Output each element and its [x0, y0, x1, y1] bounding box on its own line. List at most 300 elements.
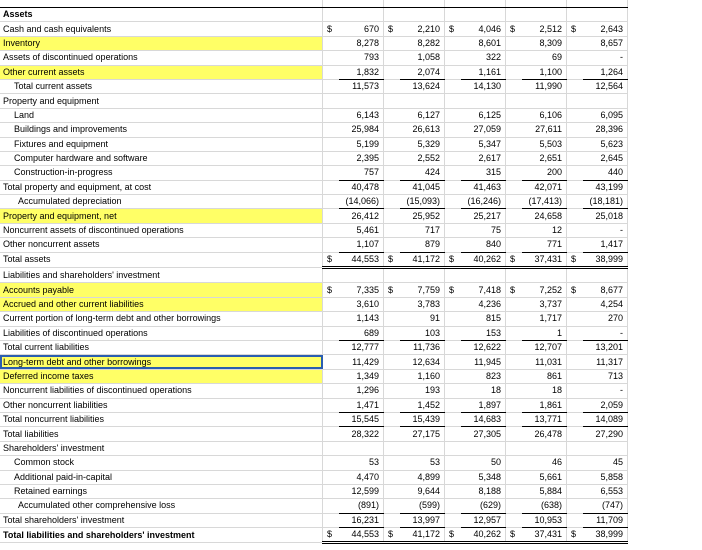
- currency-symbol-cell[interactable]: [567, 499, 584, 513]
- currency-symbol-cell[interactable]: [323, 326, 340, 340]
- value-cell[interactable]: 6,127: [400, 108, 445, 122]
- value-cell[interactable]: (629): [461, 499, 506, 513]
- value-cell[interactable]: 1,452: [400, 398, 445, 412]
- value-cell[interactable]: 1,107: [339, 238, 384, 252]
- currency-symbol-cell[interactable]: [384, 123, 401, 137]
- value-cell[interactable]: 44,553: [339, 252, 384, 267]
- value-cell[interactable]: 2,074: [400, 65, 445, 79]
- currency-symbol-cell[interactable]: $: [323, 22, 340, 36]
- currency-symbol-cell[interactable]: [506, 355, 523, 369]
- value-cell[interactable]: 25,217: [461, 209, 506, 223]
- value-cell[interactable]: 7,252: [522, 283, 567, 297]
- currency-symbol-cell[interactable]: [567, 355, 584, 369]
- currency-symbol-cell[interactable]: [384, 312, 401, 326]
- value-cell[interactable]: 43,199: [583, 180, 628, 194]
- value-cell[interactable]: 11,990: [522, 79, 567, 93]
- value-cell[interactable]: 5,329: [400, 137, 445, 151]
- value-cell[interactable]: 8,657: [583, 36, 628, 50]
- value-cell[interactable]: 38,999: [583, 528, 628, 543]
- value-cell[interactable]: 4,899: [400, 470, 445, 484]
- value-cell[interactable]: 13,201: [583, 340, 628, 354]
- value-cell[interactable]: [583, 94, 628, 108]
- currency-symbol-cell[interactable]: [506, 499, 523, 513]
- currency-symbol-cell[interactable]: [567, 94, 584, 108]
- value-cell[interactable]: 2,395: [339, 151, 384, 165]
- currency-symbol-cell[interactable]: [506, 297, 523, 311]
- value-cell[interactable]: 24,658: [522, 209, 567, 223]
- currency-symbol-cell[interactable]: [445, 441, 462, 455]
- value-cell[interactable]: 1,058: [400, 51, 445, 65]
- currency-symbol-cell[interactable]: [567, 412, 584, 426]
- currency-symbol-cell[interactable]: [445, 312, 462, 326]
- value-cell[interactable]: 27,305: [461, 427, 506, 441]
- value-cell[interactable]: 1,832: [339, 65, 384, 79]
- currency-symbol-cell[interactable]: [445, 384, 462, 398]
- currency-symbol-cell[interactable]: $: [445, 252, 462, 267]
- value-cell[interactable]: [461, 268, 506, 283]
- row-label-cell[interactable]: Accounts payable: [0, 283, 323, 297]
- value-cell[interactable]: -: [583, 326, 628, 340]
- value-cell[interactable]: 713: [583, 369, 628, 383]
- currency-symbol-cell[interactable]: [323, 108, 340, 122]
- value-cell[interactable]: [522, 8, 567, 22]
- value-cell[interactable]: -: [583, 51, 628, 65]
- value-cell[interactable]: 12,564: [583, 79, 628, 93]
- value-cell[interactable]: 8,282: [400, 36, 445, 50]
- row-label-cell[interactable]: Noncurrent liabilities of discontinued operations: [0, 384, 323, 398]
- value-cell[interactable]: (18,181): [583, 195, 628, 209]
- currency-symbol-cell[interactable]: $: [323, 528, 340, 543]
- currency-symbol-cell[interactable]: [323, 8, 340, 22]
- currency-symbol-cell[interactable]: [567, 137, 584, 151]
- currency-symbol-cell[interactable]: [384, 427, 401, 441]
- value-cell[interactable]: 6,553: [583, 484, 628, 498]
- value-cell[interactable]: 13,997: [400, 513, 445, 527]
- value-cell[interactable]: 861: [522, 369, 567, 383]
- currency-symbol-cell[interactable]: [384, 499, 401, 513]
- currency-symbol-cell[interactable]: [445, 79, 462, 93]
- row-label-cell[interactable]: Accrued and other current liabilities: [0, 297, 323, 311]
- currency-symbol-cell[interactable]: [384, 180, 401, 194]
- row-label-cell[interactable]: Buildings and improvements: [0, 123, 323, 137]
- currency-symbol-cell[interactable]: [567, 51, 584, 65]
- header-cell[interactable]: [461, 0, 506, 8]
- value-cell[interactable]: 103: [400, 326, 445, 340]
- value-cell[interactable]: 1,471: [339, 398, 384, 412]
- value-cell[interactable]: 6,125: [461, 108, 506, 122]
- value-cell[interactable]: 25,018: [583, 209, 628, 223]
- currency-symbol-cell[interactable]: [323, 369, 340, 383]
- currency-symbol-cell[interactable]: [323, 94, 340, 108]
- value-cell[interactable]: 2,552: [400, 151, 445, 165]
- currency-symbol-cell[interactable]: [384, 513, 401, 527]
- currency-symbol-cell[interactable]: [323, 209, 340, 223]
- row-label-cell[interactable]: Other noncurrent liabilities: [0, 398, 323, 412]
- currency-symbol-cell[interactable]: [445, 8, 462, 22]
- value-cell[interactable]: 6,143: [339, 108, 384, 122]
- currency-symbol-cell[interactable]: [323, 195, 340, 209]
- row-label-cell[interactable]: Accumulated depreciation: [0, 195, 323, 209]
- value-cell[interactable]: 11,429: [339, 355, 384, 369]
- row-label-cell[interactable]: Liabilities of discontinued operations: [0, 326, 323, 340]
- value-cell[interactable]: 26,613: [400, 123, 445, 137]
- row-label-cell[interactable]: Long-term debt and other borrowings: [0, 355, 323, 369]
- value-cell[interactable]: 7,418: [461, 283, 506, 297]
- currency-symbol-cell[interactable]: [567, 312, 584, 326]
- value-cell[interactable]: (599): [400, 499, 445, 513]
- value-cell[interactable]: [583, 268, 628, 283]
- value-cell[interactable]: 15,545: [339, 412, 384, 426]
- currency-symbol-cell[interactable]: [567, 369, 584, 383]
- row-label-cell[interactable]: Total property and equipment, at cost: [0, 180, 323, 194]
- value-cell[interactable]: 5,461: [339, 223, 384, 237]
- currency-symbol-cell[interactable]: [323, 36, 340, 50]
- currency-symbol-cell[interactable]: [567, 340, 584, 354]
- currency-symbol-cell[interactable]: [506, 223, 523, 237]
- value-cell[interactable]: 45: [583, 456, 628, 470]
- currency-symbol-cell[interactable]: [384, 209, 401, 223]
- value-cell[interactable]: 5,348: [461, 470, 506, 484]
- value-cell[interactable]: 37,431: [522, 528, 567, 543]
- header-cell[interactable]: [0, 0, 323, 8]
- currency-symbol-cell[interactable]: [323, 123, 340, 137]
- currency-symbol-cell[interactable]: [506, 340, 523, 354]
- value-cell[interactable]: 14,089: [583, 412, 628, 426]
- currency-symbol-cell[interactable]: [506, 79, 523, 93]
- value-cell[interactable]: 7,759: [400, 283, 445, 297]
- currency-symbol-cell[interactable]: [323, 180, 340, 194]
- currency-symbol-cell[interactable]: [506, 65, 523, 79]
- currency-symbol-cell[interactable]: [567, 513, 584, 527]
- value-cell[interactable]: 1,897: [461, 398, 506, 412]
- currency-symbol-cell[interactable]: [323, 297, 340, 311]
- value-cell[interactable]: (15,093): [400, 195, 445, 209]
- value-cell[interactable]: 28,396: [583, 123, 628, 137]
- currency-symbol-cell[interactable]: $: [384, 528, 401, 543]
- value-cell[interactable]: 25,984: [339, 123, 384, 137]
- value-cell[interactable]: 2,617: [461, 151, 506, 165]
- value-cell[interactable]: 11,945: [461, 355, 506, 369]
- value-cell[interactable]: 4,254: [583, 297, 628, 311]
- row-label-cell[interactable]: Deferred income taxes: [0, 369, 323, 383]
- value-cell[interactable]: [400, 268, 445, 283]
- currency-symbol-cell[interactable]: [445, 36, 462, 50]
- value-cell[interactable]: 12,777: [339, 340, 384, 354]
- currency-symbol-cell[interactable]: [384, 398, 401, 412]
- header-cell[interactable]: [400, 0, 445, 8]
- currency-symbol-cell[interactable]: [567, 209, 584, 223]
- value-cell[interactable]: 27,175: [400, 427, 445, 441]
- value-cell[interactable]: 37,431: [522, 252, 567, 267]
- currency-symbol-cell[interactable]: [506, 369, 523, 383]
- value-cell[interactable]: [461, 8, 506, 22]
- header-cell[interactable]: [339, 0, 384, 8]
- currency-symbol-cell[interactable]: [384, 340, 401, 354]
- value-cell[interactable]: 840: [461, 238, 506, 252]
- value-cell[interactable]: 879: [400, 238, 445, 252]
- currency-symbol-cell[interactable]: [384, 151, 401, 165]
- currency-symbol-cell[interactable]: [506, 166, 523, 180]
- currency-symbol-cell[interactable]: [567, 484, 584, 498]
- currency-symbol-cell[interactable]: [384, 195, 401, 209]
- currency-symbol-cell[interactable]: [445, 209, 462, 223]
- currency-symbol-cell[interactable]: [567, 223, 584, 237]
- currency-symbol-cell[interactable]: [323, 151, 340, 165]
- currency-symbol-cell[interactable]: [567, 79, 584, 93]
- currency-symbol-cell[interactable]: [384, 94, 401, 108]
- value-cell[interactable]: 44,553: [339, 528, 384, 543]
- currency-symbol-cell[interactable]: $: [506, 252, 523, 267]
- value-cell[interactable]: [400, 441, 445, 455]
- value-cell[interactable]: 757: [339, 166, 384, 180]
- currency-symbol-cell[interactable]: [384, 65, 401, 79]
- currency-symbol-cell[interactable]: [567, 268, 584, 283]
- currency-symbol-cell[interactable]: [506, 151, 523, 165]
- value-cell[interactable]: 18: [522, 384, 567, 398]
- currency-symbol-cell[interactable]: [506, 412, 523, 426]
- currency-symbol-cell[interactable]: $: [567, 22, 584, 36]
- value-cell[interactable]: 8,188: [461, 484, 506, 498]
- currency-symbol-cell[interactable]: [445, 166, 462, 180]
- currency-symbol-cell[interactable]: $: [567, 252, 584, 267]
- row-label-cell[interactable]: Other noncurrent assets: [0, 238, 323, 252]
- currency-symbol-cell[interactable]: [506, 398, 523, 412]
- value-cell[interactable]: (16,246): [461, 195, 506, 209]
- currency-symbol-cell[interactable]: [445, 151, 462, 165]
- value-cell[interactable]: 3,737: [522, 297, 567, 311]
- value-cell[interactable]: 1,264: [583, 65, 628, 79]
- row-label-cell[interactable]: Assets: [0, 8, 323, 22]
- value-cell[interactable]: 46: [522, 456, 567, 470]
- currency-symbol-cell[interactable]: $: [506, 528, 523, 543]
- currency-symbol-cell[interactable]: [506, 209, 523, 223]
- value-cell[interactable]: 815: [461, 312, 506, 326]
- value-cell[interactable]: 27,290: [583, 427, 628, 441]
- value-cell[interactable]: 38,999: [583, 252, 628, 267]
- header-cell[interactable]: [323, 0, 340, 8]
- row-label-cell[interactable]: Total liabilities: [0, 427, 323, 441]
- currency-symbol-cell[interactable]: [445, 499, 462, 513]
- currency-symbol-cell[interactable]: [445, 94, 462, 108]
- currency-symbol-cell[interactable]: [567, 456, 584, 470]
- value-cell[interactable]: 5,858: [583, 470, 628, 484]
- value-cell[interactable]: 12: [522, 223, 567, 237]
- value-cell[interactable]: 53: [339, 456, 384, 470]
- value-cell[interactable]: 41,463: [461, 180, 506, 194]
- currency-symbol-cell[interactable]: [506, 137, 523, 151]
- currency-symbol-cell[interactable]: [445, 513, 462, 527]
- value-cell[interactable]: 2,512: [522, 22, 567, 36]
- value-cell[interactable]: [339, 8, 384, 22]
- currency-symbol-cell[interactable]: [323, 51, 340, 65]
- value-cell[interactable]: 689: [339, 326, 384, 340]
- value-cell[interactable]: 12,707: [522, 340, 567, 354]
- currency-symbol-cell[interactable]: [506, 195, 523, 209]
- currency-symbol-cell[interactable]: [445, 137, 462, 151]
- currency-symbol-cell[interactable]: [506, 123, 523, 137]
- value-cell[interactable]: 12,634: [400, 355, 445, 369]
- value-cell[interactable]: 27,059: [461, 123, 506, 137]
- currency-symbol-cell[interactable]: [384, 36, 401, 50]
- value-cell[interactable]: 27,611: [522, 123, 567, 137]
- value-cell[interactable]: 270: [583, 312, 628, 326]
- currency-symbol-cell[interactable]: [323, 398, 340, 412]
- currency-symbol-cell[interactable]: [384, 412, 401, 426]
- currency-symbol-cell[interactable]: [567, 195, 584, 209]
- row-label-cell[interactable]: Total noncurrent liabilities: [0, 412, 323, 426]
- value-cell[interactable]: 42,071: [522, 180, 567, 194]
- value-cell[interactable]: [583, 8, 628, 22]
- currency-symbol-cell[interactable]: [445, 355, 462, 369]
- currency-symbol-cell[interactable]: [445, 470, 462, 484]
- row-label-cell[interactable]: Total assets: [0, 252, 323, 267]
- value-cell[interactable]: [339, 441, 384, 455]
- row-label-cell[interactable]: Computer hardware and software: [0, 151, 323, 165]
- currency-symbol-cell[interactable]: [384, 238, 401, 252]
- value-cell[interactable]: (17,413): [522, 195, 567, 209]
- currency-symbol-cell[interactable]: [567, 238, 584, 252]
- row-label-cell[interactable]: Accumulated other comprehensive loss: [0, 499, 323, 513]
- currency-symbol-cell[interactable]: [384, 484, 401, 498]
- value-cell[interactable]: 771: [522, 238, 567, 252]
- header-cell[interactable]: [506, 0, 523, 8]
- currency-symbol-cell[interactable]: [323, 65, 340, 79]
- value-cell[interactable]: [461, 441, 506, 455]
- value-cell[interactable]: 424: [400, 166, 445, 180]
- currency-symbol-cell[interactable]: [506, 470, 523, 484]
- value-cell[interactable]: 440: [583, 166, 628, 180]
- value-cell[interactable]: 5,661: [522, 470, 567, 484]
- value-cell[interactable]: 15,439: [400, 412, 445, 426]
- currency-symbol-cell[interactable]: [323, 238, 340, 252]
- currency-symbol-cell[interactable]: [445, 484, 462, 498]
- currency-symbol-cell[interactable]: [506, 484, 523, 498]
- value-cell[interactable]: (14,066): [339, 195, 384, 209]
- row-label-cell[interactable]: Current portion of long-term debt and other borrowings: [0, 312, 323, 326]
- value-cell[interactable]: 10,953: [522, 513, 567, 527]
- currency-symbol-cell[interactable]: [445, 268, 462, 283]
- currency-symbol-cell[interactable]: [506, 180, 523, 194]
- currency-symbol-cell[interactable]: $: [384, 252, 401, 267]
- currency-symbol-cell[interactable]: [384, 137, 401, 151]
- currency-symbol-cell[interactable]: [323, 412, 340, 426]
- currency-symbol-cell[interactable]: [567, 36, 584, 50]
- currency-symbol-cell[interactable]: [384, 470, 401, 484]
- value-cell[interactable]: 1: [522, 326, 567, 340]
- currency-symbol-cell[interactable]: [323, 166, 340, 180]
- row-label-cell[interactable]: Common stock: [0, 456, 323, 470]
- value-cell[interactable]: 13,624: [400, 79, 445, 93]
- value-cell[interactable]: [339, 268, 384, 283]
- value-cell[interactable]: 1,861: [522, 398, 567, 412]
- value-cell[interactable]: (638): [522, 499, 567, 513]
- value-cell[interactable]: 26,478: [522, 427, 567, 441]
- currency-symbol-cell[interactable]: [506, 238, 523, 252]
- currency-symbol-cell[interactable]: [506, 427, 523, 441]
- value-cell[interactable]: 200: [522, 166, 567, 180]
- header-cell[interactable]: [583, 0, 628, 8]
- value-cell[interactable]: 2,210: [400, 22, 445, 36]
- currency-symbol-cell[interactable]: [384, 223, 401, 237]
- currency-symbol-cell[interactable]: [567, 384, 584, 398]
- row-label-cell[interactable]: Property and equipment, net: [0, 209, 323, 223]
- value-cell[interactable]: 8,278: [339, 36, 384, 50]
- currency-symbol-cell[interactable]: [506, 268, 523, 283]
- value-cell[interactable]: [522, 94, 567, 108]
- value-cell[interactable]: [522, 268, 567, 283]
- value-cell[interactable]: 28,322: [339, 427, 384, 441]
- currency-symbol-cell[interactable]: [445, 412, 462, 426]
- header-cell[interactable]: [445, 0, 462, 8]
- row-label-cell[interactable]: Retained earnings: [0, 484, 323, 498]
- currency-symbol-cell[interactable]: [384, 268, 401, 283]
- row-label-cell[interactable]: Liabilities and shareholders' investment: [0, 268, 323, 283]
- currency-symbol-cell[interactable]: [445, 326, 462, 340]
- row-label-cell[interactable]: Fixtures and equipment: [0, 137, 323, 151]
- currency-symbol-cell[interactable]: [506, 441, 523, 455]
- value-cell[interactable]: 16,231: [339, 513, 384, 527]
- value-cell[interactable]: 12,622: [461, 340, 506, 354]
- value-cell[interactable]: 11,573: [339, 79, 384, 93]
- value-cell[interactable]: 2,651: [522, 151, 567, 165]
- value-cell[interactable]: 5,623: [583, 137, 628, 151]
- value-cell[interactable]: (747): [583, 499, 628, 513]
- row-label-cell[interactable]: Other current assets: [0, 65, 323, 79]
- currency-symbol-cell[interactable]: [506, 326, 523, 340]
- value-cell[interactable]: 1,717: [522, 312, 567, 326]
- currency-symbol-cell[interactable]: [323, 79, 340, 93]
- value-cell[interactable]: 2,643: [583, 22, 628, 36]
- value-cell[interactable]: 11,709: [583, 513, 628, 527]
- value-cell[interactable]: [400, 94, 445, 108]
- currency-symbol-cell[interactable]: $: [384, 22, 401, 36]
- value-cell[interactable]: 75: [461, 223, 506, 237]
- currency-symbol-cell[interactable]: [445, 195, 462, 209]
- currency-symbol-cell[interactable]: [384, 369, 401, 383]
- currency-symbol-cell[interactable]: [384, 297, 401, 311]
- row-label-cell[interactable]: Additional paid-in-capital: [0, 470, 323, 484]
- currency-symbol-cell[interactable]: [445, 223, 462, 237]
- currency-symbol-cell[interactable]: [567, 65, 584, 79]
- value-cell[interactable]: 5,884: [522, 484, 567, 498]
- value-cell[interactable]: (891): [339, 499, 384, 513]
- currency-symbol-cell[interactable]: [506, 513, 523, 527]
- value-cell[interactable]: 793: [339, 51, 384, 65]
- currency-symbol-cell[interactable]: $: [445, 22, 462, 36]
- currency-symbol-cell[interactable]: [506, 51, 523, 65]
- currency-symbol-cell[interactable]: [567, 427, 584, 441]
- value-cell[interactable]: 1,349: [339, 369, 384, 383]
- value-cell[interactable]: 4,236: [461, 297, 506, 311]
- value-cell[interactable]: 8,677: [583, 283, 628, 297]
- currency-symbol-cell[interactable]: [323, 499, 340, 513]
- value-cell[interactable]: 41,045: [400, 180, 445, 194]
- currency-symbol-cell[interactable]: [445, 180, 462, 194]
- value-cell[interactable]: 40,262: [461, 528, 506, 543]
- currency-symbol-cell[interactable]: [445, 238, 462, 252]
- value-cell[interactable]: 13,771: [522, 412, 567, 426]
- value-cell[interactable]: 322: [461, 51, 506, 65]
- currency-symbol-cell[interactable]: [384, 108, 401, 122]
- currency-symbol-cell[interactable]: [567, 297, 584, 311]
- currency-symbol-cell[interactable]: $: [445, 528, 462, 543]
- value-cell[interactable]: 5,199: [339, 137, 384, 151]
- currency-symbol-cell[interactable]: [384, 8, 401, 22]
- currency-symbol-cell[interactable]: [506, 94, 523, 108]
- currency-symbol-cell[interactable]: [445, 398, 462, 412]
- value-cell[interactable]: 1,100: [522, 65, 567, 79]
- currency-symbol-cell[interactable]: [445, 369, 462, 383]
